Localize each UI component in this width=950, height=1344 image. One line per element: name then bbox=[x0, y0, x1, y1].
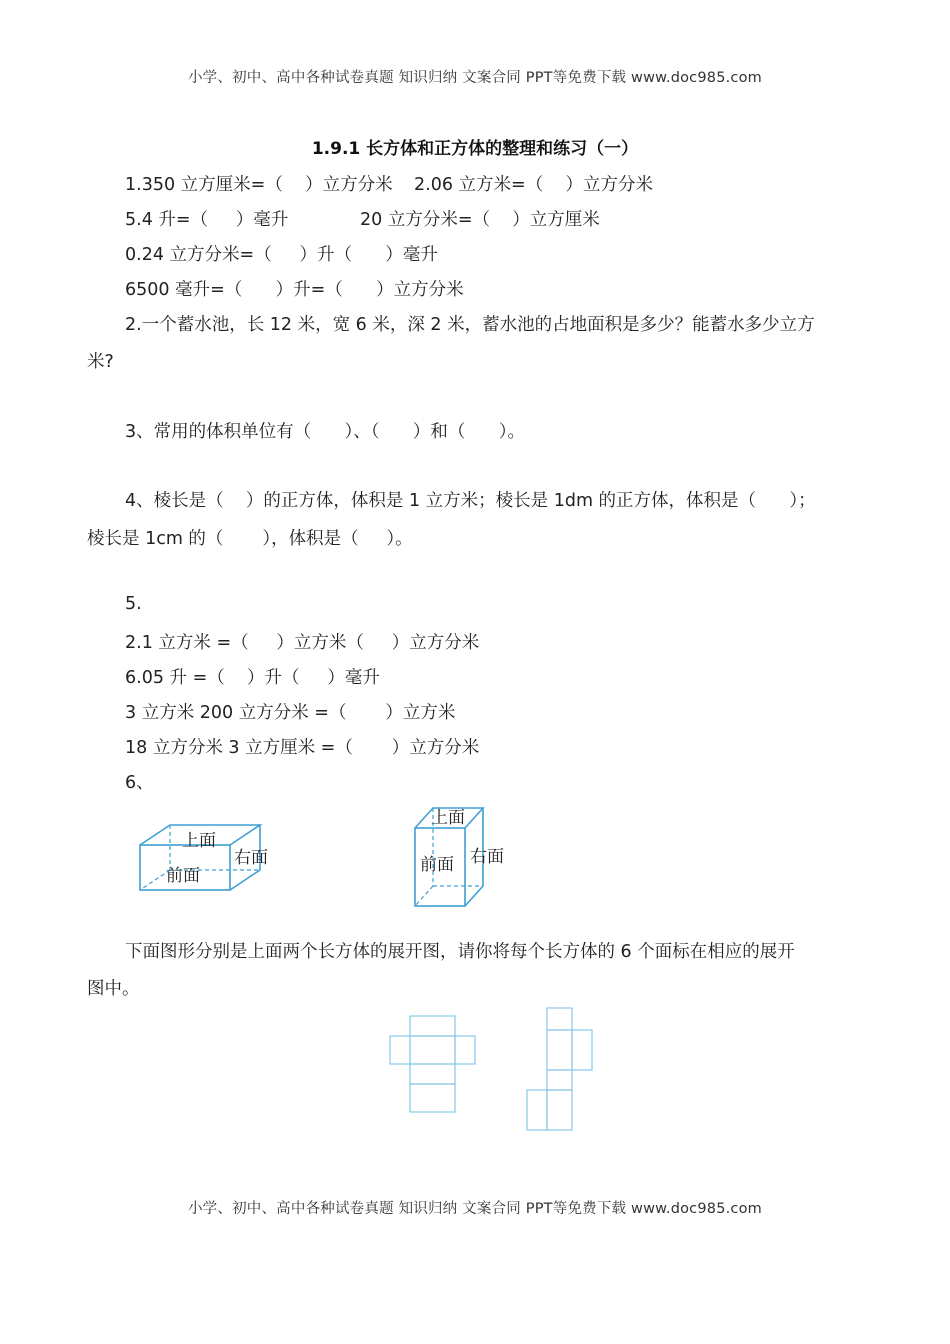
net2-face bbox=[547, 1090, 572, 1130]
box1-top-label: 上面 bbox=[182, 831, 216, 851]
box1-front-label: 前面 bbox=[166, 866, 200, 886]
q1-row2-right: 20 立方分米=（ ）立方厘米 bbox=[360, 210, 600, 230]
q5-row4: 18 立方分米 3 立方厘米 =（ ）立方分米 bbox=[125, 738, 480, 758]
net1-face bbox=[410, 1064, 455, 1084]
box2-right-label: 右面 bbox=[470, 847, 504, 867]
q6-label: 6、 bbox=[125, 773, 154, 793]
q5-row2: 6.05 升 =（ ）升（ ）毫升 bbox=[125, 668, 380, 688]
q5-row1: 2.1 立方米 =（ ）立方米（ ）立方分米 bbox=[125, 633, 480, 653]
q1-row2-left: 5.4 升=（ ）毫升 bbox=[125, 210, 289, 230]
box1-right-label: 右面 bbox=[234, 848, 268, 868]
net2-face bbox=[547, 1070, 572, 1090]
q2-line1: 2.一个蓄水池，长 12 米，宽 6 米，深 2 米，蓄水池的占地面积是多少？能蓄水多少立方 bbox=[125, 315, 815, 335]
box2-top-label: 上面 bbox=[431, 808, 465, 828]
net1-face bbox=[410, 1084, 455, 1112]
tall-cuboid-diagram bbox=[405, 800, 520, 912]
q1-row4: 6500 毫升=（ ）升=（ ）立方分米 bbox=[125, 280, 464, 300]
net2-face bbox=[527, 1090, 547, 1130]
q6-instruction-line1: 下面图形分别是上面两个长方体的展开图，请你将每个长方体的 6 个面标在相应的展开 bbox=[125, 942, 795, 962]
net1-face bbox=[390, 1036, 410, 1064]
q2-line2: 米? bbox=[87, 352, 114, 372]
net2-face bbox=[547, 1030, 572, 1070]
box2-front-label: 前面 bbox=[420, 855, 454, 875]
worksheet-title: 1.9.1 长方体和正方体的整理和练习（一） bbox=[311, 139, 639, 159]
q1-row1-left: 1.350 立方厘米=（ ）立方分米 bbox=[125, 175, 393, 195]
net2-face bbox=[572, 1030, 592, 1070]
q5-row3: 3 立方米 200 立方分米 =（ ）立方米 bbox=[125, 703, 456, 723]
net1-face bbox=[455, 1036, 475, 1064]
net-2-unfolding-diagram bbox=[523, 1004, 597, 1134]
net-1-unfolding-diagram bbox=[388, 1012, 478, 1116]
tall-cuboid-hidden-edge bbox=[415, 886, 433, 906]
q5-label: 5. bbox=[125, 594, 142, 614]
net2-face bbox=[547, 1008, 572, 1030]
q1-row1-right: 2.06 立方米=（ ）立方分米 bbox=[414, 175, 653, 195]
q4-line1: 4、棱长是（ ）的正方体，体积是 1 立方米；棱长是 1dm 的正方体，体积是（ ）； bbox=[125, 491, 816, 511]
wide-cuboid-diagram bbox=[130, 815, 280, 900]
net1-face bbox=[410, 1036, 455, 1064]
page-header: 小学、初中、高中各种试卷真题 知识归纳 文案合同 PPT等免费下载 www.doc985.com bbox=[187, 70, 763, 86]
q3-text: 3、常用的体积单位有（ ）、（ ）和（ ）。 bbox=[125, 422, 526, 442]
page-footer: 小学、初中、高中各种试卷真题 知识归纳 文案合同 PPT等免费下载 www.doc985.com bbox=[187, 1201, 763, 1217]
q1-row3: 0.24 立方分米=（ ）升（ ）毫升 bbox=[125, 245, 438, 265]
q4-line2: 棱长是 1cm 的（ ），体积是（ ）。 bbox=[87, 529, 413, 549]
net1-face bbox=[410, 1016, 455, 1036]
q6-instruction-line2: 图中。 bbox=[87, 979, 140, 999]
